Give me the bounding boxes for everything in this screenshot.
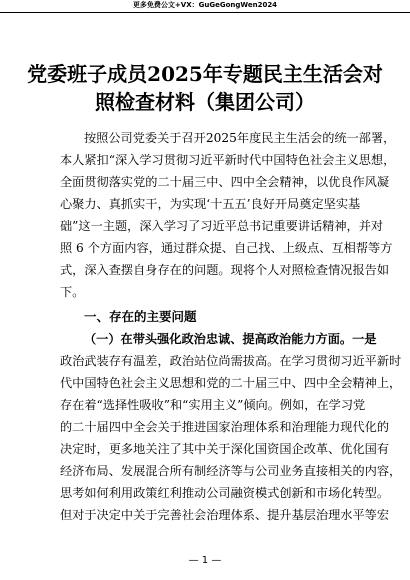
- subsection-title: （一）在带头强化政治忠诚、提高政治能力方面。: [84, 332, 353, 346]
- subsection-heading: [84, 331, 377, 347]
- intro-line: 础”这一主题，深入学习了习近平总书记重要讲话精神，并对: [60, 219, 384, 233]
- body-line: 代中国特色社会主义思想和党的二十届三中、四中全会精神上，: [60, 376, 402, 390]
- header-text: 更多免费公文+VX：GuGeGongWen2024: [132, 1, 278, 9]
- body-line: 思考如何利用政策红利推动公司融资模式创新和市场化转型。: [60, 486, 390, 500]
- intro-line: 下。: [60, 285, 85, 299]
- body-line: 的二十届四中全会关于推进国家治理体系和治理能力现代化的: [60, 420, 390, 434]
- subsection-lead: 一是: [352, 332, 377, 346]
- body-line: 存在着“选择性吸收”和“实用主义”倾向。例如，在学习党: [60, 398, 366, 412]
- page-number: — 1 —: [188, 555, 222, 566]
- body-line: 经济布局、发展混合所有制经济等与公司业务直接相关的内容，: [60, 464, 402, 478]
- intro-line: 本人紧扣“深入学习贯彻习近平新时代中国特色社会主义思想，: [60, 153, 396, 167]
- intro-line: 心聚力、真抓实干，为实现‘十五五’良好开局奠定坚实基: [60, 197, 361, 211]
- body-line: 政治武装存有温差，政治站位尚需拔高。在学习贯彻习近平新时: [60, 354, 402, 368]
- intro-line: 按照公司党委关于召开2025年度民主生活会的统一部署，: [84, 131, 396, 145]
- page-header: [0, 0, 410, 13]
- body-line: 但对于决定中关于完善社会治理体系、提升基层治理水平等宏: [60, 508, 390, 522]
- body-line: 决定时，更多地关注了其中关于深化国资国企改革、优化国有: [60, 442, 390, 456]
- intro-line: 照 6 个方面内容，通过群众提、自己找、上级点、互相帮等方: [60, 241, 393, 255]
- section-heading: 一、存在的主要问题: [84, 309, 197, 324]
- intro-line: 全面贯彻落实党的二十届三中、四中全会精神，以优良作风凝: [60, 175, 390, 189]
- document-title-line-2: 照检查材料（集团公司）: [95, 90, 315, 114]
- intro-line: 式，深入查摆自身存在的问题。现将个人对照检查情况报告如: [60, 263, 390, 277]
- document-title-line-1: 党委班子成员2025年专题民主生活会对: [27, 62, 383, 86]
